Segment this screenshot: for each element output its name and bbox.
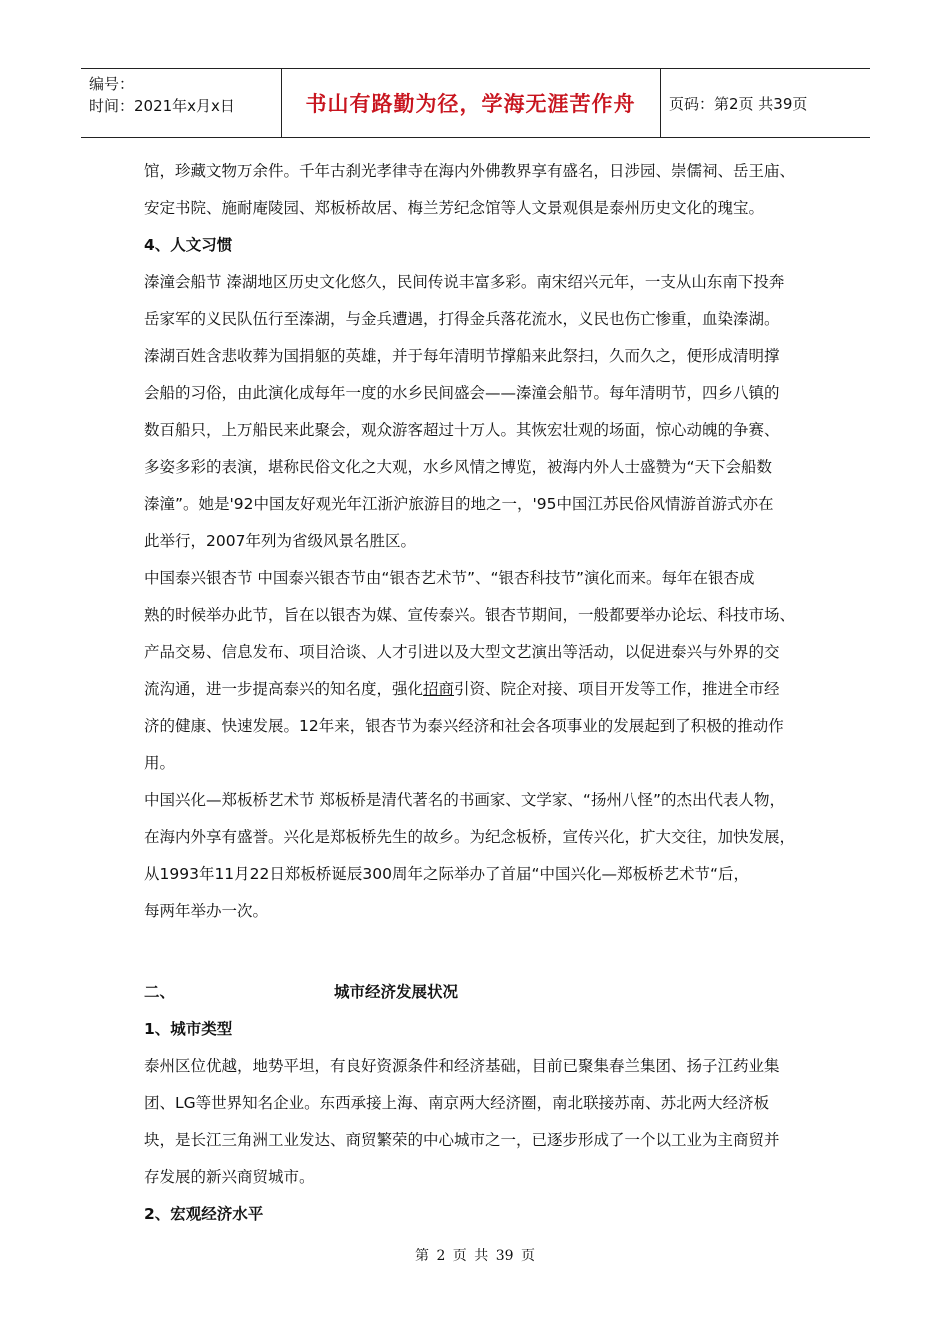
investment-link[interactable]: 招商 (423, 680, 455, 698)
paragraph-line: 团、LG等世界知名企业。东西承接上海、南京两大经济圈，南北联接苏南、苏北两大经济板 (144, 1094, 770, 1112)
paragraph-line: 产品交易、信息发布、项目洽谈、人才引进以及大型文艺演出等活动，以促进泰兴与外界的交 (144, 643, 780, 661)
paragraph-line: 存发展的新兴商贸城市。 (144, 1168, 315, 1186)
spacer (144, 935, 816, 979)
text-span: 引资、院企对接、项目开发等工作，推进全市经 (454, 680, 780, 698)
paragraph-line: 会船的习俗，由此演化成每年一度的水乡民间盛会——溱潼会船节。每年清明节，四乡八镇的 (144, 384, 780, 402)
paragraph-line: 馆，珍藏文物万余件。千年古刹光孝律寺在海内外佛教界享有盛名，日涉园、崇儒祠、岳王庙、 (144, 162, 796, 180)
section-title: 城市经济发展状况 (334, 983, 459, 1001)
subheading-macro-economy: 2、宏观经济水平 (144, 1205, 264, 1223)
paragraph-line: 泰州区位优越，地势平坦，有良好资源条件和经济基础，目前已聚集春兰集团、扬子江药业集 (144, 1057, 780, 1075)
page-header (81, 68, 870, 138)
paragraph-line: 安定书院、施耐庵陵园、郑板桥故居、梅兰芳纪念馆等人文景观俱是泰州历史文化的瑰宝。 (144, 199, 765, 217)
paragraph-line: 多姿多彩的表演，堪称民俗文化之大观，水乡风情之博览，被海内外人士盛赞为“天下会船数 (144, 458, 773, 476)
section-heading (144, 979, 816, 1016)
paragraph-line: 中国泰兴银杏节 中国泰兴银杏节由“银杏艺术节”、“银杏科技节”演化而来。每年在银杏成 (144, 569, 755, 587)
header-divider (660, 69, 661, 137)
document-body (144, 158, 816, 1238)
paragraph-line: 数百船只，上万船民来此聚会，观众游客超过十万人。其恢宏壮观的场面，惊心动魄的争赛、 (144, 421, 780, 439)
paragraph-line: 从1993年11月22日郑板桥诞辰300周年之际举办了首届“中国兴化—郑板桥艺术节“后， (144, 865, 750, 883)
header-page-info: 页码：第2页 共39页 (669, 94, 808, 113)
document-number: 编号： (89, 75, 135, 93)
paragraph-line: 岳家军的义民队伍行至溱湖，与金兵遭遇，打得金兵落花流水，义民也伤亡惨重，血染溱湖。 (144, 310, 780, 328)
subheading-city-type: 1、城市类型 (144, 1020, 233, 1038)
paragraph-line: 在海内外享有盛誉。兴化是郑板桥先生的故乡。为纪念板桥，宣传兴化，扩大交往，加快发展， (144, 828, 796, 846)
subheading-customs: 4、人文习惯 (144, 236, 233, 254)
paragraph-line: 块，是长江三角洲工业发达、商贸繁荣的中心城市之一，已逐步形成了一个以工业为主商贸并 (144, 1131, 780, 1149)
paragraph-line: 此举行，2007年列为省级风景名胜区。 (144, 532, 416, 550)
paragraph-line (144, 676, 816, 713)
paragraph-line: 每两年举办一次。 (144, 902, 269, 920)
section-number: 二、 (144, 983, 176, 1001)
header-motto: 书山有路勤为径，学海无涯苦作舟 (305, 92, 636, 116)
header-meta (89, 73, 235, 117)
document-date: 时间：2021年x月x日 (89, 97, 235, 115)
paragraph-line: 溱潼会船节 溱湖地区历史文化悠久，民间传说丰富多彩。南宋绍兴元年，一支从山东南下投奔 (144, 273, 785, 291)
page-footer: 第 2 页 共 39 页 (415, 1248, 535, 1264)
paragraph-line: 溱潼”。她是'92中国友好观光年江浙沪旅游目的地之一，'95中国江苏民俗风情游首游式亦在 (144, 495, 774, 513)
text-span: 流沟通，进一步提高泰兴的知名度，强化 (144, 680, 424, 698)
paragraph-line: 熟的时候举办此节，旨在以银杏为媒、宣传泰兴。银杏节期间，一般都要举办论坛、科技市场、 (144, 606, 796, 624)
paragraph-line: 济的健康、快速发展。12年来，银杏节为泰兴经济和社会各项事业的发展起到了积极的推动作 (144, 717, 784, 735)
paragraph-line: 溱湖百姓含悲收葬为国捐躯的英雄，并于每年清明节撑船来此祭扫，久而久之，便形成清明撑 (144, 347, 780, 365)
paragraph-line: 用。 (144, 754, 176, 772)
paragraph-line: 中国兴化—郑板桥艺术节 郑板桥是清代著名的书画家、文学家、“扬州八怪”的杰出代表人物， (144, 791, 785, 809)
